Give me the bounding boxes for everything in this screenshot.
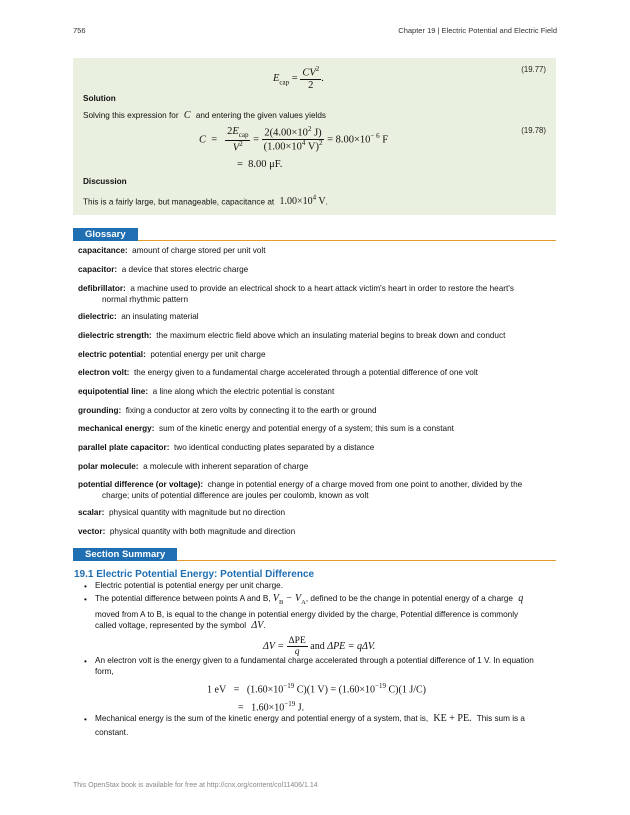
bullet-marker: • xyxy=(84,595,87,604)
glossary-entry: parallel plate capacitor: two identical conducting plates separated by a distance xyxy=(78,443,375,452)
summary-bullet: An electron volt is the energy given to a fundamental charge accelerated through a potential difference of 1 V. In equation xyxy=(95,656,534,665)
page-number: 756 xyxy=(73,26,86,35)
bullet-marker: • xyxy=(84,657,87,666)
discussion-text: This is a fairly large, but manageable, capacitance at $1.00\times 10^4$ V. xyxy=(83,194,328,208)
glossary-entry: defibrillator: a machine used to provide an electrical shock to a heart attack victim's heart in order to restore the heart's normal rhythmic pattern xyxy=(78,284,514,304)
summary-bullet: Mechanical energy is the sum of the kinetic energy and potential energy of a system, that is, KE + PE. This sum is a xyxy=(95,713,525,724)
equation-number: (19.77) xyxy=(521,65,546,74)
summary-bullet-continued: constant. xyxy=(95,728,129,737)
glossary-title: Glossary xyxy=(73,228,138,241)
summary-bullet-continued: called voltage, represented by the symbol ΔV. xyxy=(95,620,266,631)
glossary-entry: electric potential: potential energy per unit charge xyxy=(78,350,266,359)
solution-label: Solution xyxy=(83,94,116,103)
equation-19-78: C = $\frac{2E_{cap}}{V^2}$ = $\frac{2(4.00\times 10^2 J)}{(1.00\times 10^4 V)^2}$ = $8.00\times 10^{- 6}$ F xyxy=(199,125,389,154)
glossary-entry: dielectric: an insulating material xyxy=(78,312,199,321)
glossary-entry: potential difference (or voltage): change in potential energy of a charge moved from one point to another, divided by the charge; units of potential difference are joules per coulomb, known as volt xyxy=(78,480,523,500)
glossary-entry: grounding: fixing a conductor at zero volts by connecting it to the earth or ground xyxy=(78,406,377,415)
summary-title: Section Summary xyxy=(73,548,177,561)
footer-note: This OpenStax book is available for free at http://cnx.org/content/col11406/1.14 xyxy=(73,782,318,789)
equation-19-77: $E_{cap}$ = $\frac{CV^2}{2}$ . xyxy=(273,65,324,92)
solution-text: Solving this expression for C and entering the given values yields xyxy=(83,110,326,121)
glossary-entry: equipotential line: a line along which the electric potential is constant xyxy=(78,387,335,396)
bullet-marker: • xyxy=(84,582,87,591)
glossary-heading-bar xyxy=(73,228,556,241)
equation-electron-volt: 1 eV = ($1.60\times 10^{-19}$ C)(1 $V) = (1.60\times 10^{-19}$ C)(1 J/C) xyxy=(207,682,427,696)
glossary-entry: capacitance: amount of charge stored per unit volt xyxy=(78,246,266,255)
glossary-entry: mechanical energy: sum of the kinetic energy and potential energy of a system; this sum is a constant xyxy=(78,424,454,433)
chapter-title: Chapter 19 | Electric Potential and Electric Field xyxy=(398,26,557,35)
summary-bullet-continued: form, xyxy=(95,667,114,676)
summary-bullet-continued: moved from A to B, is equal to the change in potential energy divided by the charge, Potential difference is commonly xyxy=(95,610,519,619)
summary-bullet: Electric potential is potential energy per unit charge. xyxy=(95,581,283,590)
summary-heading-bar xyxy=(73,548,556,561)
glossary-entry: capacitor: a device that stores electric charge xyxy=(78,265,249,274)
glossary-entry: electron volt: the energy given to a fundamental charge accelerated through a potential difference of one volt xyxy=(78,368,478,377)
glossary-entry: polar molecule: a molecule with inherent separation of charge xyxy=(78,462,309,471)
equation-electron-volt-line2: = $1.60\times 10^{-19}$ J. xyxy=(238,700,305,714)
subsection-title: 19.1 Electric Potential Energy: Potential Difference xyxy=(74,569,315,580)
equation-delta-v: ΔV = $\frac{\text{ΔPE}}{q}$ and ΔPE = qΔV. xyxy=(263,636,376,658)
equation-19-78-line2: = 8.00 μF. xyxy=(237,159,283,170)
bullet-marker: • xyxy=(84,715,87,724)
equation-number: (19.78) xyxy=(521,126,546,135)
summary-bullet: The potential difference between points A and B, $V_B - V_A$, defined to be the change in potential energy of a charge q xyxy=(95,593,524,606)
glossary-entry: vector: physical quantity with both magnitude and direction xyxy=(78,527,296,536)
glossary-entry: scalar: physical quantity with magnitude but no direction xyxy=(78,508,286,517)
glossary-entry: dielectric strength: the maximum electric field above which an insulating material begins to break down and conduct xyxy=(78,331,506,340)
example-box xyxy=(73,58,556,215)
discussion-label: Discussion xyxy=(83,177,127,186)
